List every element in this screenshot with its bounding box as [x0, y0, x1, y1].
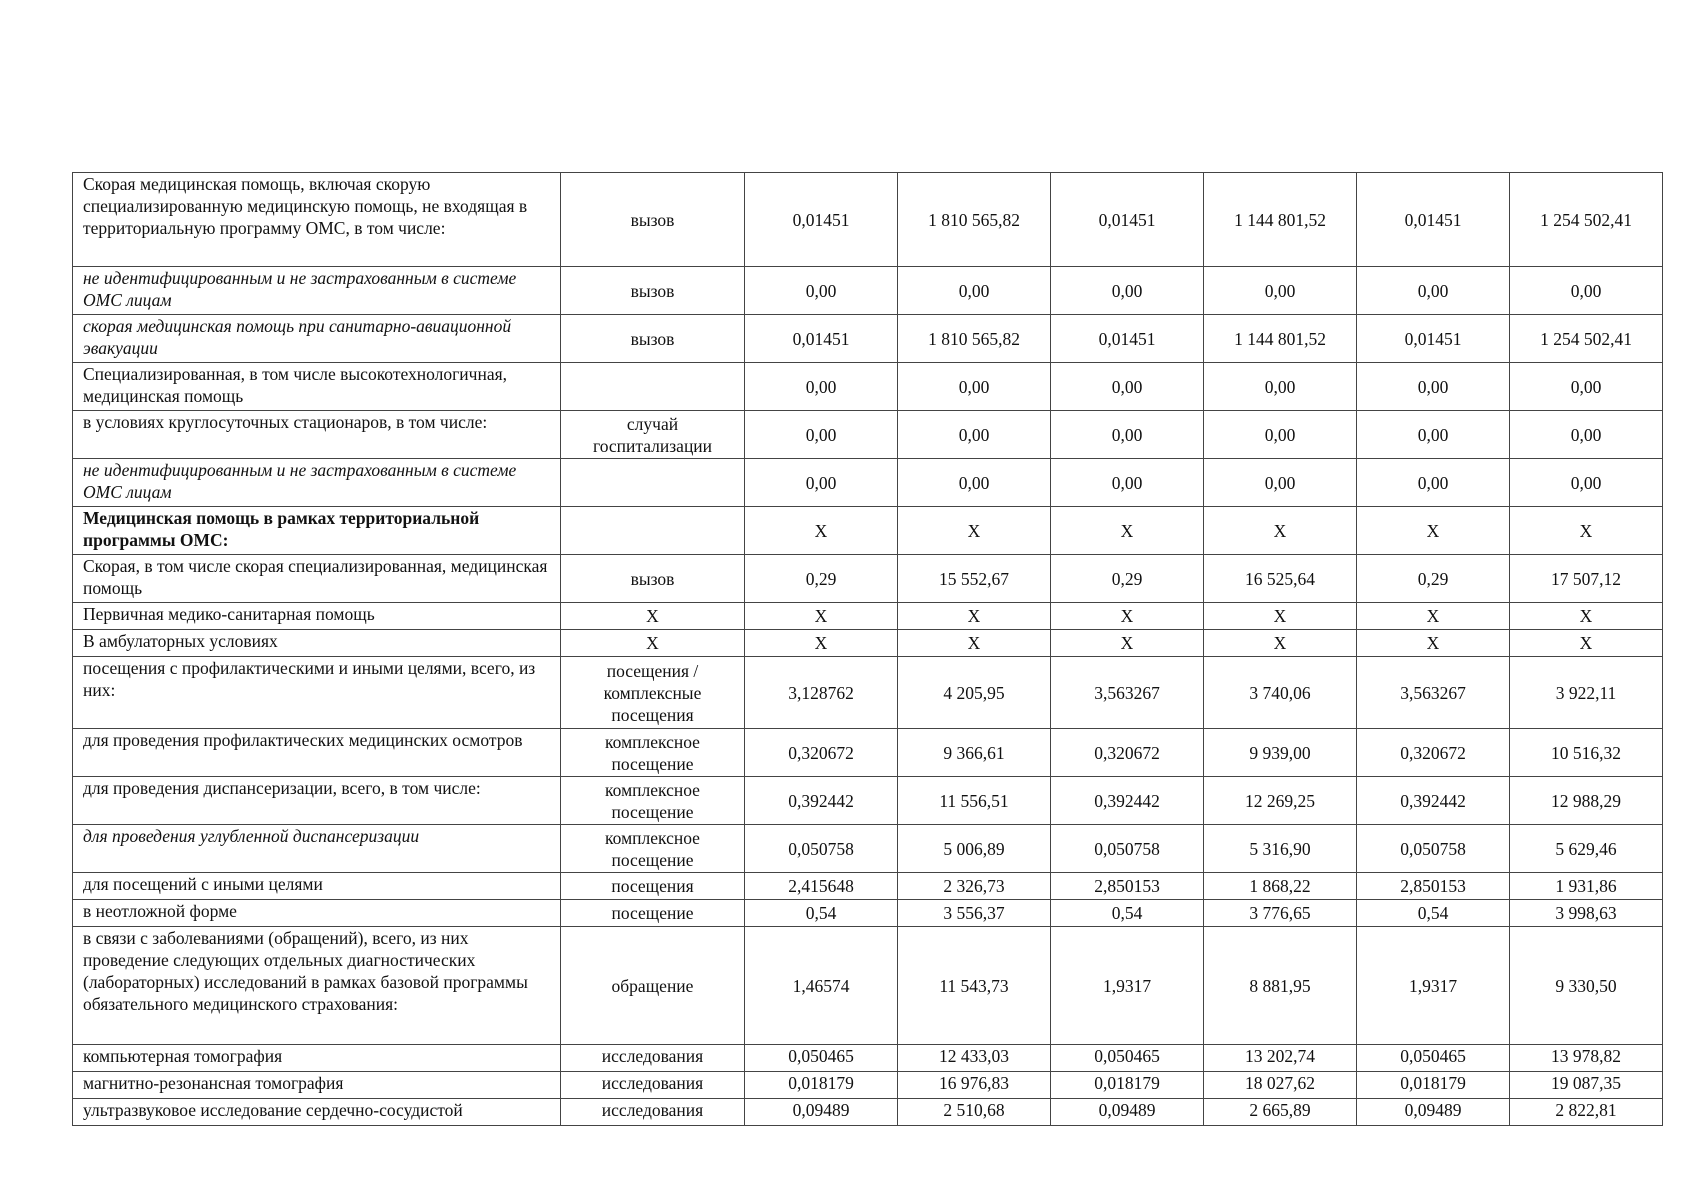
row-value: 1 254 502,41 — [1510, 173, 1663, 267]
row-value: X — [745, 603, 898, 630]
row-value: 13 978,82 — [1510, 1045, 1663, 1072]
row-value: 0,018179 — [745, 1072, 898, 1099]
row-value: 11 556,51 — [898, 777, 1051, 825]
row-value: 3 998,63 — [1510, 900, 1663, 927]
row-value: 3,128762 — [745, 657, 898, 729]
row-value: X — [1357, 630, 1510, 657]
row-value: X — [1357, 603, 1510, 630]
row-value: 8 881,95 — [1204, 927, 1357, 1045]
row-unit — [561, 363, 745, 411]
row-value: 1,9317 — [1357, 927, 1510, 1045]
row-unit: исследования — [561, 1072, 745, 1099]
row-unit: посещение — [561, 900, 745, 927]
table-row — [73, 825, 1663, 873]
row-value: 0,54 — [1051, 900, 1204, 927]
row-value: 1 868,22 — [1204, 873, 1357, 900]
data-table — [72, 172, 1663, 1126]
table-row — [73, 507, 1663, 555]
row-value: 0,00 — [745, 459, 898, 507]
row-name: в неотложной форме — [73, 900, 561, 927]
row-value: 0,00 — [1204, 267, 1357, 315]
row-value: 18 027,62 — [1204, 1072, 1357, 1099]
row-value: 0,01451 — [1051, 173, 1204, 267]
row-value: 17 507,12 — [1510, 555, 1663, 603]
row-name: для проведения профилактических медицинских осмотров — [73, 729, 561, 777]
row-value: 3 776,65 — [1204, 900, 1357, 927]
row-value: 2 665,89 — [1204, 1099, 1357, 1126]
row-value: 1 810 565,82 — [898, 173, 1051, 267]
row-value: 9 330,50 — [1510, 927, 1663, 1045]
table-row — [73, 459, 1663, 507]
row-value: 3 556,37 — [898, 900, 1051, 927]
table-row — [73, 729, 1663, 777]
table-row — [73, 603, 1663, 630]
row-value: X — [745, 507, 898, 555]
table-row — [73, 927, 1663, 1045]
row-value: 0,392442 — [1051, 777, 1204, 825]
row-unit: вызов — [561, 555, 745, 603]
row-value: 2,415648 — [745, 873, 898, 900]
row-value: X — [1204, 603, 1357, 630]
row-value: 0,00 — [1357, 411, 1510, 459]
table-row — [73, 411, 1663, 459]
row-value: 0,00 — [898, 267, 1051, 315]
row-value: 0,050758 — [1051, 825, 1204, 873]
row-value: 0,320672 — [1051, 729, 1204, 777]
table-row — [73, 630, 1663, 657]
row-value: X — [1510, 603, 1663, 630]
row-value: 1 254 502,41 — [1510, 315, 1663, 363]
row-unit — [561, 459, 745, 507]
row-value: 5 629,46 — [1510, 825, 1663, 873]
row-value: 2 822,81 — [1510, 1099, 1663, 1126]
row-unit: вызов — [561, 267, 745, 315]
row-value: 0,00 — [898, 363, 1051, 411]
row-name: магнитно-резонансная томография — [73, 1072, 561, 1099]
row-value: 0,018179 — [1357, 1072, 1510, 1099]
table-row — [73, 267, 1663, 315]
row-value: 2,850153 — [1051, 873, 1204, 900]
row-value: 2,850153 — [1357, 873, 1510, 900]
row-unit: X — [561, 630, 745, 657]
row-value: X — [1510, 507, 1663, 555]
row-unit: вызов — [561, 315, 745, 363]
table-row — [73, 657, 1663, 729]
row-name: в условиях круглосуточных стационаров, в том числе: — [73, 411, 561, 459]
row-name: для проведения диспансеризации, всего, в том числе: — [73, 777, 561, 825]
row-value: 1 144 801,52 — [1204, 315, 1357, 363]
row-value: 0,29 — [1051, 555, 1204, 603]
row-value: 11 543,73 — [898, 927, 1051, 1045]
row-name: Медицинская помощь в рамках территориальной программы ОМС: — [73, 507, 561, 555]
row-value: 1,9317 — [1051, 927, 1204, 1045]
row-value: X — [1204, 630, 1357, 657]
table-row — [73, 873, 1663, 900]
row-value: 0,050758 — [1357, 825, 1510, 873]
row-value: 0,00 — [745, 411, 898, 459]
row-value: 3,563267 — [1051, 657, 1204, 729]
row-value: 0,09489 — [1357, 1099, 1510, 1126]
row-value: 0,320672 — [1357, 729, 1510, 777]
row-value: 0,00 — [1510, 411, 1663, 459]
row-value: X — [1204, 507, 1357, 555]
row-value: 12 269,25 — [1204, 777, 1357, 825]
row-value: X — [898, 630, 1051, 657]
row-value: X — [1051, 630, 1204, 657]
row-value: 16 525,64 — [1204, 555, 1357, 603]
table-row — [73, 1045, 1663, 1072]
row-name: для посещений с иными целями — [73, 873, 561, 900]
row-value: 5 006,89 — [898, 825, 1051, 873]
row-value: 0,00 — [1357, 267, 1510, 315]
row-value: 0,392442 — [1357, 777, 1510, 825]
table-row — [73, 1072, 1663, 1099]
row-unit — [561, 507, 745, 555]
row-value: 0,050465 — [745, 1045, 898, 1072]
row-name: для проведения углубленной диспансеризации — [73, 825, 561, 873]
row-value: X — [898, 603, 1051, 630]
row-value: 0,01451 — [745, 173, 898, 267]
row-value: 0,00 — [1510, 267, 1663, 315]
row-value: 1 144 801,52 — [1204, 173, 1357, 267]
row-unit: комплексное посещение — [561, 825, 745, 873]
row-value: X — [1051, 507, 1204, 555]
row-value: 0,00 — [745, 267, 898, 315]
row-value: 0,01451 — [1357, 173, 1510, 267]
row-value: 0,320672 — [745, 729, 898, 777]
row-name: не идентифицированным и не застрахованным в системе ОМС лицам — [73, 459, 561, 507]
row-value: 0,00 — [1051, 267, 1204, 315]
row-value: 0,00 — [1357, 459, 1510, 507]
row-value: X — [1510, 630, 1663, 657]
row-value: X — [898, 507, 1051, 555]
row-value: 0,00 — [898, 411, 1051, 459]
row-value: 0,00 — [1357, 363, 1510, 411]
row-value: 3 740,06 — [1204, 657, 1357, 729]
row-name: Скорая медицинская помощь, включая скорую специализированную медицинскую помощь, не входящая в территориальную программу ОМС, в том числе: — [73, 173, 561, 267]
row-name: Специализированная, в том числе высокотехнологичная, медицинская помощь — [73, 363, 561, 411]
row-value: 0,00 — [1204, 411, 1357, 459]
row-value: 0,00 — [898, 459, 1051, 507]
row-value: 2 510,68 — [898, 1099, 1051, 1126]
row-unit: случай госпитализации — [561, 411, 745, 459]
row-value: 0,00 — [1510, 363, 1663, 411]
row-unit: вызов — [561, 173, 745, 267]
row-name: В амбулаторных условиях — [73, 630, 561, 657]
row-value: 2 326,73 — [898, 873, 1051, 900]
row-value: 0,54 — [745, 900, 898, 927]
row-value: 0,29 — [745, 555, 898, 603]
row-unit: посещения / комплексные посещения — [561, 657, 745, 729]
table-row — [73, 777, 1663, 825]
row-value: 0,00 — [1051, 411, 1204, 459]
row-value: 1 931,86 — [1510, 873, 1663, 900]
row-value: 12 433,03 — [898, 1045, 1051, 1072]
row-value: 4 205,95 — [898, 657, 1051, 729]
row-value: 0,392442 — [745, 777, 898, 825]
row-name: не идентифицированным и не застрахованным в системе ОМС лицам — [73, 267, 561, 315]
row-value: 12 988,29 — [1510, 777, 1663, 825]
row-value: 0,00 — [1204, 363, 1357, 411]
row-value: 0,00 — [745, 363, 898, 411]
row-value: 9 939,00 — [1204, 729, 1357, 777]
row-value: 0,29 — [1357, 555, 1510, 603]
row-value: 0,00 — [1510, 459, 1663, 507]
table-row — [73, 363, 1663, 411]
row-value: 0,00 — [1051, 363, 1204, 411]
row-value: 0,01451 — [1357, 315, 1510, 363]
row-value: 5 316,90 — [1204, 825, 1357, 873]
row-unit: обращение — [561, 927, 745, 1045]
row-value: X — [1051, 603, 1204, 630]
row-value: 13 202,74 — [1204, 1045, 1357, 1072]
row-unit: X — [561, 603, 745, 630]
row-value: X — [745, 630, 898, 657]
row-value: 0,54 — [1357, 900, 1510, 927]
row-value: 0,050465 — [1051, 1045, 1204, 1072]
row-unit: комплексное посещение — [561, 729, 745, 777]
row-value: 0,050465 — [1357, 1045, 1510, 1072]
row-value: 1 810 565,82 — [898, 315, 1051, 363]
row-unit: комплексное посещение — [561, 777, 745, 825]
row-value: 0,01451 — [1051, 315, 1204, 363]
row-value: 3,563267 — [1357, 657, 1510, 729]
row-unit: исследования — [561, 1045, 745, 1072]
row-name: компьютерная томография — [73, 1045, 561, 1072]
table-row — [73, 173, 1663, 267]
row-value: 0,018179 — [1051, 1072, 1204, 1099]
row-name: Скорая, в том числе скорая специализированная, медицинская помощь — [73, 555, 561, 603]
table-row — [73, 555, 1663, 603]
row-value: 15 552,67 — [898, 555, 1051, 603]
row-value: 9 366,61 — [898, 729, 1051, 777]
row-name: посещения с профилактическими и иными целями, всего, из них: — [73, 657, 561, 729]
row-value: 3 922,11 — [1510, 657, 1663, 729]
row-value: 16 976,83 — [898, 1072, 1051, 1099]
row-value: 19 087,35 — [1510, 1072, 1663, 1099]
table-row — [73, 900, 1663, 927]
row-value: 0,00 — [1051, 459, 1204, 507]
row-unit: посещения — [561, 873, 745, 900]
row-unit: исследования — [561, 1099, 745, 1126]
table-row — [73, 1099, 1663, 1126]
row-value: X — [1357, 507, 1510, 555]
row-name: в связи с заболеваниями (обращений), всего, из них проведение следующих отдельных диагностических (лабораторных) исследований в рамках базовой программы обязательного медицинского страхования: — [73, 927, 561, 1045]
row-name: ультразвуковое исследование сердечно-сосудистой — [73, 1099, 561, 1126]
row-value: 1,46574 — [745, 927, 898, 1045]
row-value: 0,09489 — [745, 1099, 898, 1126]
row-value: 10 516,32 — [1510, 729, 1663, 777]
row-value: 0,00 — [1204, 459, 1357, 507]
row-name: скорая медицинская помощь при санитарно-авиационной эвакуации — [73, 315, 561, 363]
row-value: 0,01451 — [745, 315, 898, 363]
table-row — [73, 315, 1663, 363]
row-value: 0,050758 — [745, 825, 898, 873]
row-value: 0,09489 — [1051, 1099, 1204, 1126]
row-name: Первичная медико-санитарная помощь — [73, 603, 561, 630]
